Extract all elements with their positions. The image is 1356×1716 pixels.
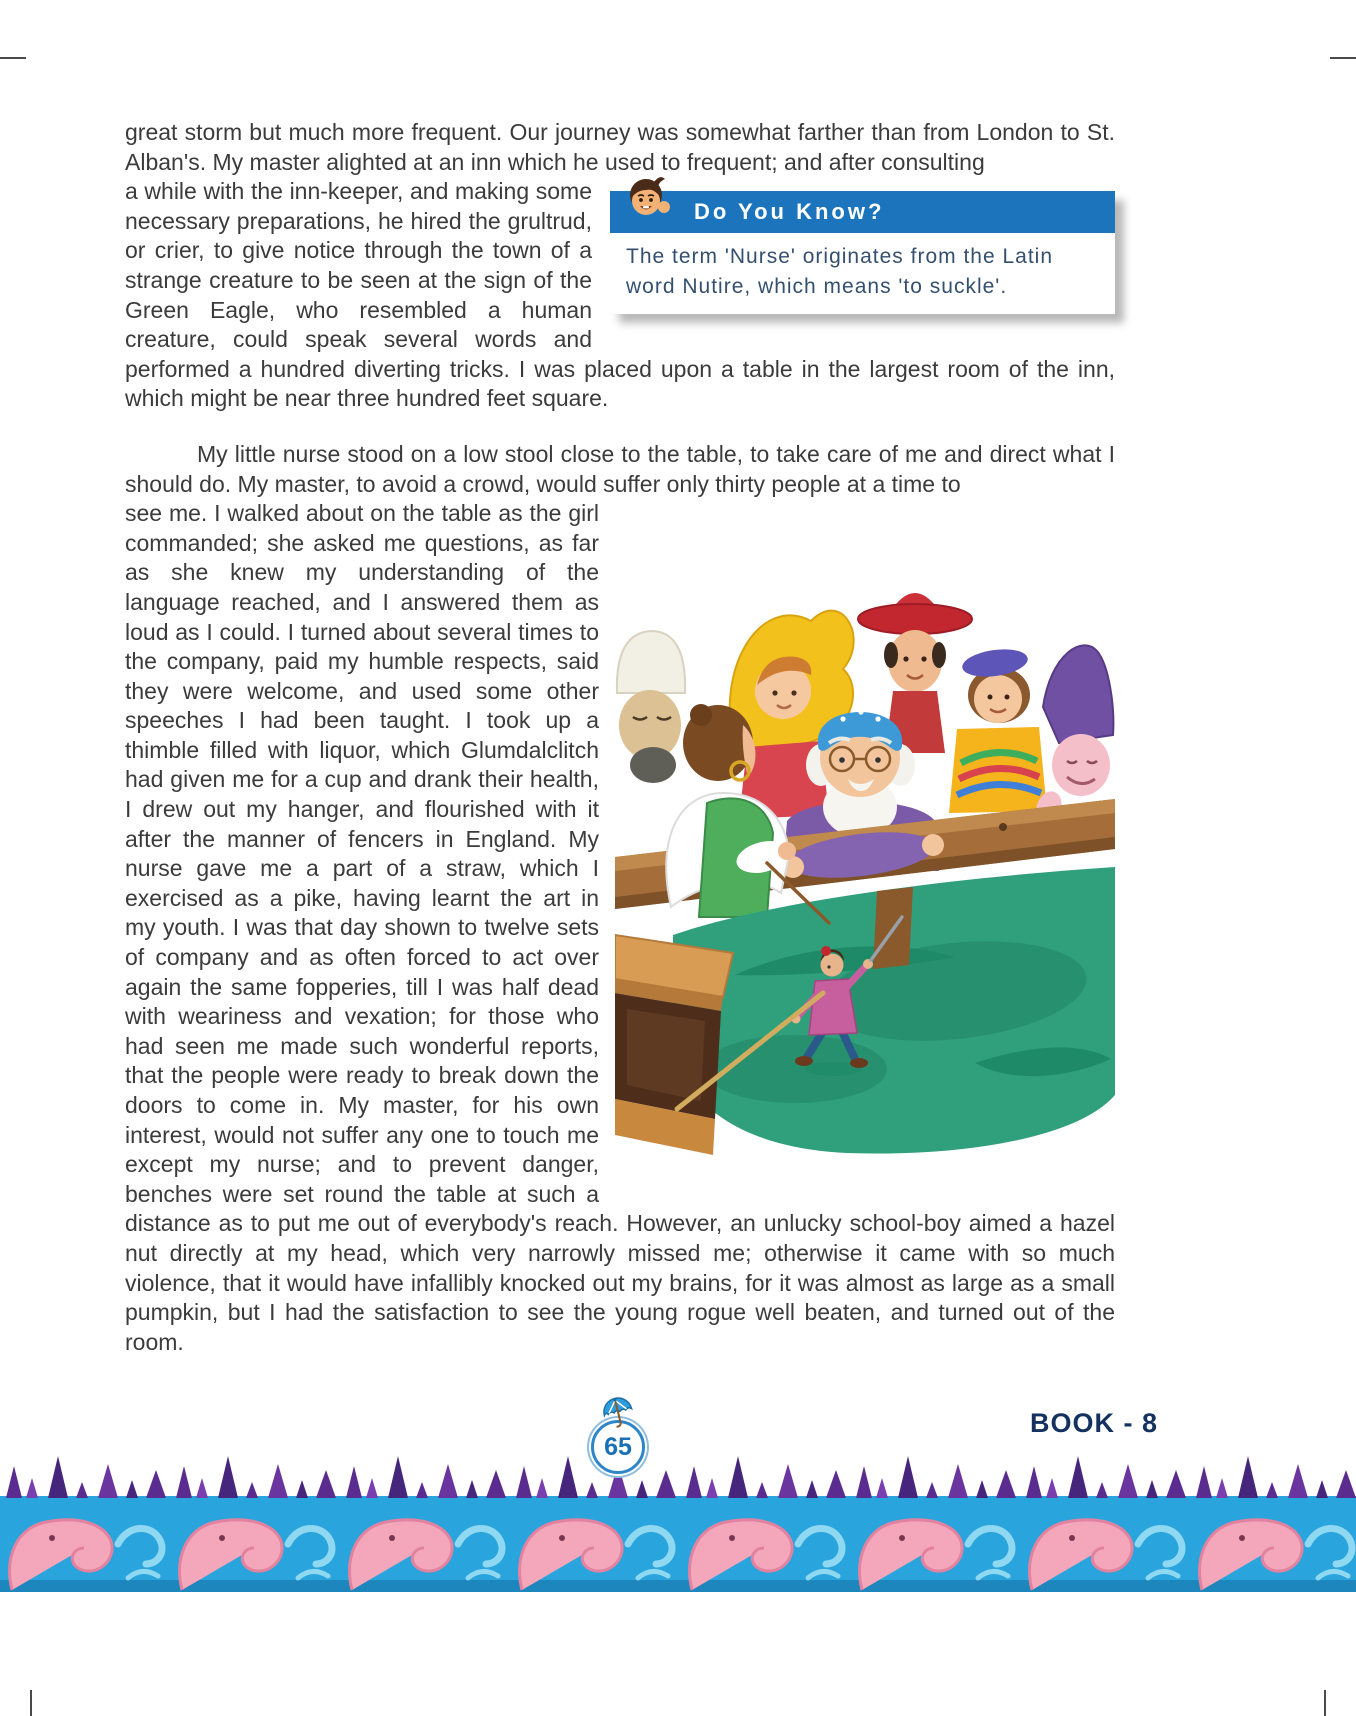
do-you-know-header [610,191,1115,233]
do-you-know-title: Do You Know? [694,199,885,225]
body-text [125,118,1115,1357]
book-label: BOOK - 8 [1030,1408,1159,1438]
beret-person [949,646,1047,813]
paragraph-1-lead: great storm but much more frequent. Our journey was somewhat farther than from London to St. Alban's. My master alighted at an inn which he used to frequent; and after consulting [125,119,1115,175]
paragraph-2 [125,440,1115,499]
do-you-know-text: The term 'Nurse' originates from the Latin word Nutire, which means 'to suckle'. [610,233,1115,314]
story-illustration [615,503,1115,1175]
crop-mark-bottom-left [30,1690,32,1716]
crop-mark-top-right [1330,57,1356,59]
crop-mark-bottom-right [1324,1690,1326,1716]
page-number-badge [588,1396,648,1474]
crop-mark-top-left [0,57,26,59]
illustration-scene [615,503,1115,1175]
purple-hat-person [1032,646,1113,827]
turban-man [617,631,685,783]
page-number: 65 [591,1420,645,1474]
boy-face-icon [618,171,674,227]
paragraph-1 [125,118,1115,177]
paragraph-2-lead: My little nurse stood on a low stool close to the table, to take care of me and direct what I should do. My master, to avoid a crowd, would suffer only thirty people at a time to [125,440,1115,497]
paragraph-1-body: a while with the inn-keeper, and making some necessary preparations, he hired the grultrud, or crier, to give notice through the town of a strange creature to be seen at the sign of the Green Eagle, who resembled a human creature, could speak several words and performed a hundred diverting tricks. I was placed upon a table in the largest room of the inn, which might be near three hundred feet square. [125,178,1115,412]
do-you-know-box [610,191,1115,314]
wooden-stool [615,935,733,1155]
footer-decoration [0,1452,1356,1602]
paragraph-2-body: see me. I walked about on the table as the girl commanded; she asked me questions, as far as she knew my understanding of the language reached, and I answered them as loud as I could. I turned about several times to the company, paid my humble respects, said they were welcome, and used some other speeches I had been taught. I took up a thimble filled with liquor, which Glumdalclitch had given me for a cup and drank their health, I drew out my hanger, and flourished with it after the manner of fencers in England. My nurse gave me a part of a straw, which I exercised as a pike, having learnt the art in my youth. I was that day shown to twelve sets of company and as often forced to act over again the same fopperies, till I was half dead with weariness and vexation; for those who had seen me made such wonderful reports, that the people were ready to break down the doors to come in. My master, for his own interest, would not suffer any one to touch me except my nurse; and to prevent danger, benches were set round the table at such a distance as to put me out of everybody's reach. However, an unlucky school-boy aimed a hazel nut directly at my head, which very narrowly missed me; otherwise it came with so much violence, that it would have infallibly knocked out my brains, for it was almost as large as a small pumpkin, but I had the satisfaction to see the young rogue well beaten, and turned out of the room. [125,500,1115,1355]
